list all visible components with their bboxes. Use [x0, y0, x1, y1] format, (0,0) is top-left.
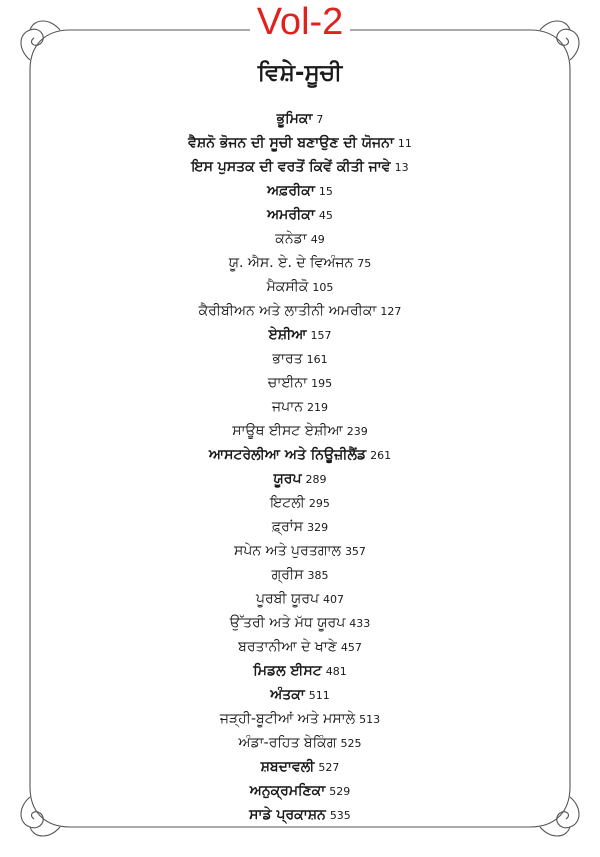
toc-entry-title: ਕਨੇਡਾ: [275, 231, 307, 247]
toc-entry-page: 329: [307, 521, 329, 534]
toc-entry-title: ਬਰਤਾਨੀਆ ਦੇ ਖਾਣੇ: [238, 639, 337, 655]
toc-entry-page: 511: [308, 689, 330, 702]
toc-entry-title: ਭਾਰਤ: [272, 351, 303, 367]
toc-entry: [0, 227, 600, 251]
toc-entry: [0, 251, 600, 275]
toc-entry-page: 481: [325, 665, 347, 678]
toc-heading: ਵਿਸ਼ੇ-ਸੂਚੀ: [257, 60, 343, 86]
toc-entry: [0, 275, 600, 299]
toc-entry-page: 7: [316, 113, 324, 126]
toc-entry: [0, 371, 600, 395]
toc-entry-title: ਸਪੇਨ ਅਤੇ ਪੁਰਤਗਾਲ: [234, 543, 341, 559]
toc-entry-title: ਇਟਲੀ: [270, 495, 305, 511]
toc-entry-page: 407: [323, 593, 345, 606]
table-of-contents: [0, 107, 600, 827]
toc-entry-page: 75: [357, 257, 372, 270]
toc-entry-title: ਸਾਡੇ ਪ੍ਰਕਾਸ਼ਨ: [249, 807, 326, 823]
toc-entry: [0, 347, 600, 371]
toc-entry-title: ਆਸਟਰੇਲੀਆ ਅਤੇ ਨਿਊਜ਼ੀਲੈਂਡ: [208, 447, 367, 463]
toc-entry: [0, 731, 600, 755]
toc-entry: [0, 491, 600, 515]
toc-entry-page: 157: [310, 329, 332, 342]
toc-entry-title: ਜਪਾਨ: [272, 399, 303, 415]
toc-entry-page: 105: [312, 281, 334, 294]
toc-entry-title: ਉੱਤਰੀ ਅਤੇ ਮੱਧ ਯੂਰਪ: [229, 615, 346, 631]
toc-entry: [0, 779, 600, 803]
toc-entry-page: 127: [380, 305, 402, 318]
toc-entry-title: ਜੜ੍ਹੀ-ਬੂਟੀਆਂ ਅਤੇ ਮਸਾਲੇ: [219, 711, 356, 727]
toc-entry-page: 529: [329, 785, 351, 798]
toc-entry: [0, 563, 600, 587]
toc-entry-title: ਅਮਰੀਕਾ: [267, 207, 315, 223]
toc-entry-page: 433: [349, 617, 371, 630]
toc-entry-page: 535: [329, 809, 351, 822]
toc-entry-title: ਇਸ ਪੁਸਤਕ ਦੀ ਵਰਤੋਂ ਕਿਵੇਂ ਕੀਤੀ ਜਾਵੇ: [191, 159, 391, 175]
toc-entry: [0, 587, 600, 611]
toc-entry-page: 525: [340, 737, 362, 750]
toc-entry-page: 161: [306, 353, 328, 366]
toc-entry-title: ਚਾਈਨਾ: [267, 375, 308, 391]
toc-entry-page: 289: [305, 473, 327, 486]
toc-entry-page: 261: [370, 449, 392, 462]
toc-entry: [0, 659, 600, 683]
toc-entry: [0, 467, 600, 491]
toc-entry-page: 45: [318, 209, 333, 222]
toc-entry-title: ਗ੍ਰੀਸ: [271, 567, 304, 583]
toc-entry-page: 49: [310, 233, 325, 246]
toc-entry-title: ਫ਼੍ਰਾਂਸ: [271, 519, 304, 535]
toc-entry-title: ਸ਼ਬਦਾਵਲੀ: [260, 759, 315, 775]
toc-entry-page: 195: [311, 377, 333, 390]
toc-entry-title: ਅੰਡਾ-ਰਹਿਤ ਬੇਕਿੰਗ: [238, 735, 337, 751]
volume-label: Vol-2: [256, 1, 344, 43]
toc-entry-title: ਯੂ. ਐਸ. ਏ. ਦੇ ਵਿਅੰਜਨ: [228, 255, 354, 271]
toc-entry-page: 457: [340, 641, 362, 654]
toc-entry: [0, 515, 600, 539]
toc-entry-title: ਅਫ਼ਰੀਕਾ: [267, 183, 315, 199]
toc-entry-title: ਵੈਸ਼ਨੋ ਭੋਜਨ ਦੀ ਸੂਚੀ ਬਣਾਉਣ ਦੀ ਯੋਜਨਾ: [188, 135, 394, 151]
toc-entry-page: 11: [397, 137, 412, 150]
toc-entry: [0, 683, 600, 707]
toc-entry: [0, 419, 600, 443]
toc-entry-page: 357: [344, 545, 366, 558]
toc-entry-title: ਭੂਮਿਕਾ: [276, 111, 313, 127]
toc-entry: [0, 611, 600, 635]
toc-entry: [0, 131, 600, 155]
toc-entry-title: ਏਸ਼ੀਆ: [268, 327, 307, 343]
toc-entry: [0, 395, 600, 419]
toc-entry: [0, 155, 600, 179]
toc-entry-title: ਕੈਰੀਬੀਅਨ ਅਤੇ ਲਾਤੀਨੀ ਅਮਰੀਕਾ: [198, 303, 377, 319]
toc-entry-page: 219: [306, 401, 328, 414]
toc-entry-page: 239: [346, 425, 368, 438]
toc-entry-title: ਅੰਤਕਾ: [270, 687, 305, 703]
toc-entry-page: 527: [318, 761, 340, 774]
toc-entry-title: ਯੂਰਪ: [273, 471, 302, 487]
toc-entry-page: 385: [307, 569, 329, 582]
toc-entry-title: ਅਨੁਕ੍ਰਮਣਿਕਾ: [249, 783, 326, 799]
toc-entry: [0, 755, 600, 779]
toc-entry: [0, 323, 600, 347]
toc-entry: [0, 539, 600, 563]
toc-entry-page: 295: [308, 497, 330, 510]
toc-entry: [0, 299, 600, 323]
toc-entry-title: ਪੂਰਬੀ ਯੂਰਪ: [255, 591, 320, 607]
toc-entry-page: 13: [394, 161, 409, 174]
toc-entry-page: 15: [318, 185, 333, 198]
toc-entry: [0, 107, 600, 131]
toc-entry: [0, 803, 600, 827]
toc-entry: [0, 203, 600, 227]
toc-entry-title: ਮੈਕਸੀਕੋ: [266, 279, 309, 295]
toc-entry-title: ਸਾਊਥ ਈਸਟ ਏਸ਼ੀਆ: [232, 423, 343, 439]
toc-entry: [0, 635, 600, 659]
toc-entry: [0, 179, 600, 203]
toc-entry: [0, 443, 600, 467]
toc-entry: [0, 707, 600, 731]
toc-entry-page: 513: [359, 713, 381, 726]
toc-entry-title: ਮਿਡਲ ਈਸਟ: [253, 663, 322, 679]
